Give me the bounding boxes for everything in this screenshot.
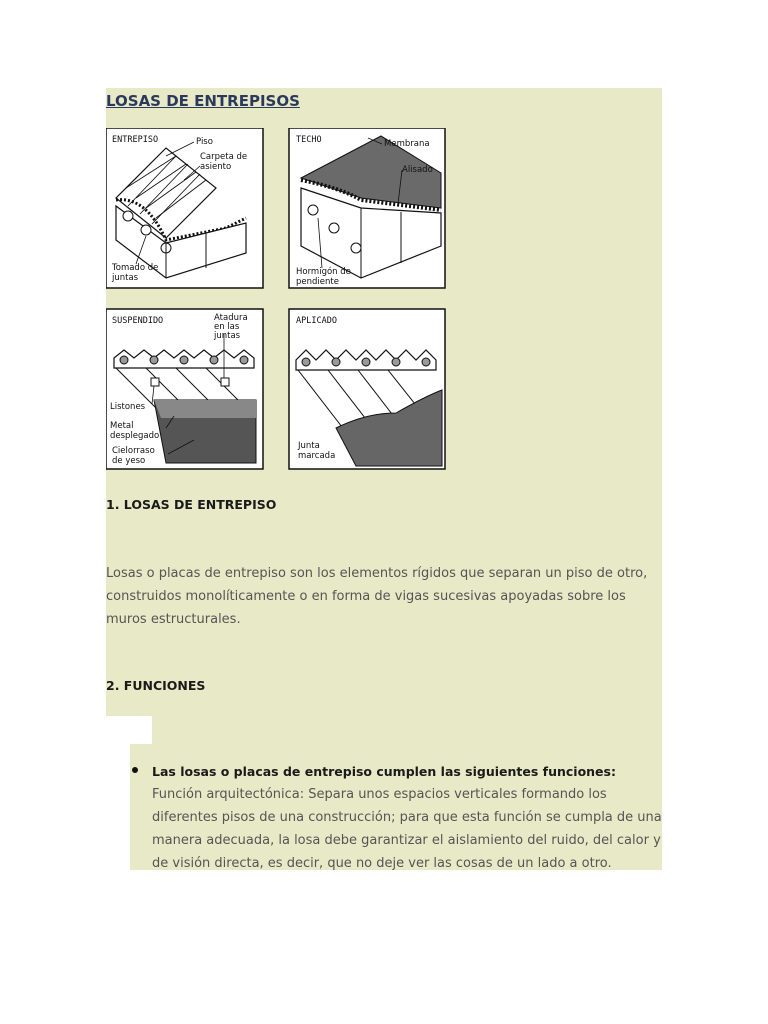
techo-label: Hormigón de — [296, 267, 351, 277]
list-item — [130, 760, 662, 875]
page-title: LOSAS DE ENTREPISOS — [106, 92, 300, 110]
techo-label: Alisado — [402, 165, 433, 175]
techo-label: pendiente — [296, 277, 339, 287]
entrepiso-title: ENTREPISO — [112, 135, 159, 145]
entrepiso-label: Piso — [196, 137, 213, 147]
techo-title: TECHO — [296, 135, 322, 145]
suspendido-label: en las — [214, 322, 240, 332]
suspendido-label: juntas — [214, 331, 241, 341]
suspendido-label: desplegado — [110, 431, 160, 441]
suspendido-label: de yeso — [112, 456, 146, 466]
entrepiso-label: Carpeta de — [200, 152, 248, 162]
suspendido-label: Cielorraso — [112, 446, 155, 456]
aplicado-label: marcada — [298, 451, 336, 461]
entrepiso-label: juntas — [112, 273, 139, 283]
bullet-icon — [132, 767, 138, 773]
techo-label: Membrana — [384, 139, 430, 149]
losas-definition-paragraph: Losas o placas de entrepiso son los elementos rígidos que separan un piso de otro, construidos monolíticamente o en forma de vigas sucesivas apoyadas sobre los muros estructurales. — [106, 566, 648, 627]
aplicado-title: APLICADO — [296, 316, 337, 326]
bullet-body-text: Función arquitectónica: Separa unos espacios verticales formando los diferentes pisos de una construcción; para que esta función se cumpla de una manera adecuada, la losa debe garantizar el aislamiento del ruido, del calor y de visión directa, es decir, que no deje ver las cosas de un lado a otro. — [152, 787, 662, 871]
content-panel-lower — [152, 716, 662, 744]
bullet-lead-text: Las losas o placas de entrepiso cumplen las siguientes funciones: — [152, 764, 616, 779]
section-heading-losas: 1. LOSAS DE ENTREPISO — [106, 497, 277, 512]
section-heading-funciones: 2. FUNCIONES — [106, 678, 206, 693]
entrepiso-label: asiento — [200, 162, 232, 172]
slab-types-figure — [106, 128, 446, 470]
slab-types-illustration — [106, 128, 446, 470]
funciones-list — [130, 760, 662, 875]
entrepiso-label: Tomado de — [112, 263, 159, 273]
aplicado-label: Junta — [298, 441, 320, 451]
suspendido-label: Atadura — [214, 313, 248, 323]
suspendido-title: SUSPENDIDO — [112, 316, 164, 326]
suspendido-label: Listones — [110, 402, 146, 412]
suspendido-label: Metal — [110, 421, 134, 431]
